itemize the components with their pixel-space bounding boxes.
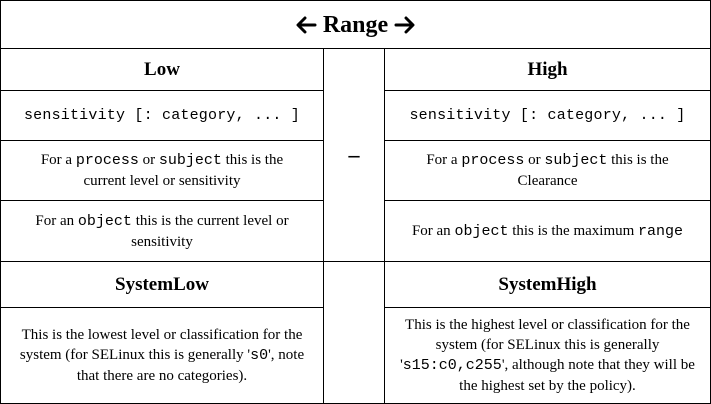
system-high-heading-label: SystemHigh [498, 273, 597, 295]
high-object-mid: this is the maximum [508, 222, 639, 239]
low-heading-label: Low [144, 58, 180, 80]
system-high-text [399, 315, 696, 396]
system-low-prefix: This is the lowest level or classification for the system (for SELinux this is generally ' [19, 327, 303, 363]
system-low-heading [0, 261, 324, 308]
low-heading [0, 48, 324, 91]
high-process-text [411, 150, 684, 191]
high-range-term: range [638, 222, 684, 240]
high-object-description [384, 200, 711, 262]
high-object-text [412, 221, 683, 242]
low-process-description [0, 140, 324, 201]
low-object-description [0, 200, 324, 262]
system-high-prefix: This is the highest level or classification for the system (for SELinux this is generally ' [400, 317, 690, 373]
low-process-suffix: this is the current level or sensitivity [83, 152, 284, 189]
system-high-value: s15:c0,c255 [402, 357, 502, 374]
range-separator [323, 48, 385, 262]
high-process-term: process [461, 152, 525, 169]
system-high-heading [384, 261, 711, 308]
high-process-prefix: For a [426, 152, 462, 168]
low-object-text [17, 211, 307, 252]
system-high-suffix: ', although note that they will be the highest set by the policy). [459, 357, 695, 394]
system-low-value: s0 [250, 347, 269, 364]
low-process-text [21, 150, 303, 191]
low-syntax [0, 90, 324, 141]
system-low-description [0, 307, 324, 404]
system-low-heading-label: SystemLow [115, 273, 209, 295]
low-subject-term: subject [158, 152, 222, 169]
high-process-description [384, 140, 711, 201]
high-process-mid: or [524, 152, 545, 168]
range-header [0, 0, 711, 49]
range-separator-dash: – [348, 142, 360, 167]
system-low-text [15, 325, 309, 386]
low-object-prefix: For an [35, 212, 78, 229]
separator-blank [323, 261, 385, 404]
low-object-term: object [77, 212, 132, 230]
system-high-description [384, 307, 711, 404]
high-syntax [384, 90, 711, 141]
low-process-prefix: For a [40, 152, 76, 168]
high-object-prefix: For an [411, 222, 455, 239]
system-low-suffix: ', note that there are no categories). [76, 347, 305, 384]
low-syntax-text: sensitivity [: category, ... ] [23, 106, 301, 124]
high-heading [384, 48, 711, 91]
low-object-suffix: this is the current level or sensitivity [131, 212, 289, 250]
low-process-term: process [75, 152, 139, 169]
high-subject-term: subject [544, 152, 608, 169]
range-title: Range [322, 11, 389, 38]
high-process-suffix: this is the Clearance [517, 152, 669, 189]
right-arrow-icon [394, 15, 416, 35]
high-heading-label: High [527, 58, 568, 80]
high-syntax-text: sensitivity [: category, ... ] [409, 106, 686, 124]
left-arrow-icon [295, 15, 317, 35]
low-process-mid: or [138, 152, 159, 168]
high-object-term: object [454, 222, 509, 240]
